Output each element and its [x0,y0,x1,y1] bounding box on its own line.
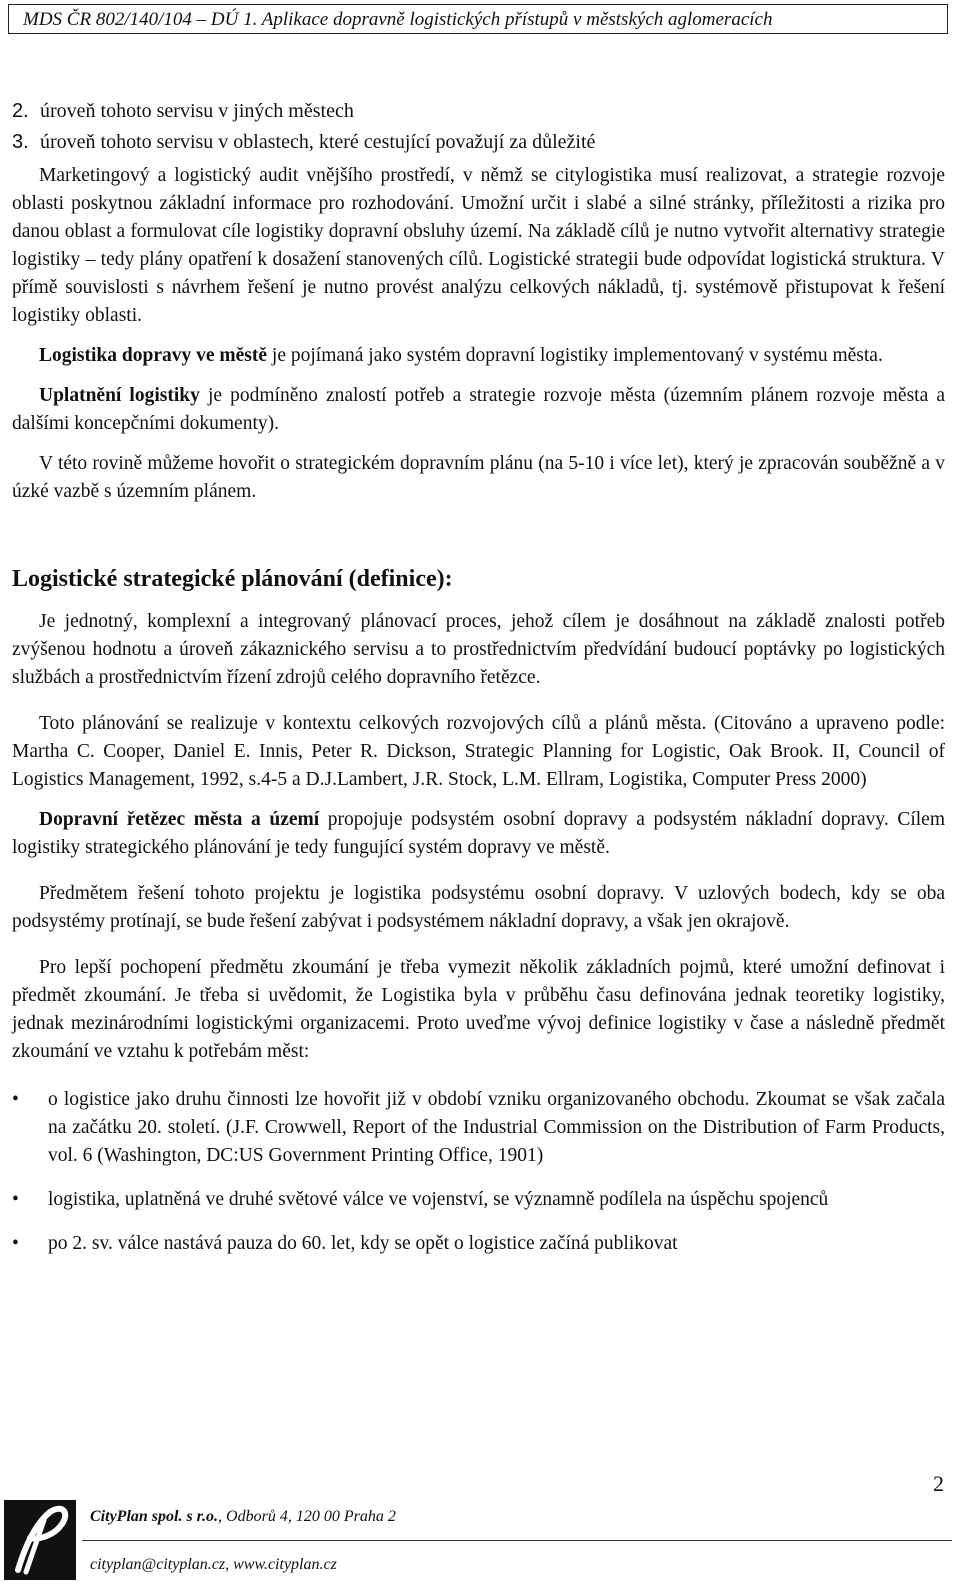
paragraph-citation: Toto plánování se realizuje v kontextu celkových rozvojových cílů a plánů města. (Citováno a upraveno podle: Martha C. Cooper, Daniel E. Innis, Peter R. Dickson, Strategic Planning for Logistic, Oak Brook. II, Council of Logistics Management, 1992, s.4-5 a D.J.Lambert, J.R. Stock, L.M. Ellram, Logistika, Computer Press 2000) [12,713,945,790]
list-item [12,127,945,158]
bullet-icon: • [12,1233,19,1254]
list-item [12,96,945,127]
paragraph-text: propojuje podsystém osobní dopravy a podsystém nákladní dopravy. Cílem logistiky strategického plánování je tedy fungující systém dopravy ve městě. [12,809,945,858]
bullet-list [12,1086,945,1258]
paragraph-project-subject: Předmětem řešení tohoto projektu je logistika podsystému osobní dopravy. V uzlových bodech, kdy se oba podsystémy protínají, se bude řešení zabývat i podsystémem nákladní dopravy, a však jen okrajově. [12,883,945,932]
page-footer [4,1500,954,1580]
bullet-item [12,1086,945,1170]
company-address: , Odborů 4, 120 00 Praha 2 [218,1508,396,1525]
bold-term: Dopravní řetězec města a území [39,809,320,830]
list-number: 3. [12,131,29,153]
list-text: úroveň tohoto servisu v jiných městech [40,100,354,122]
list-number: 2. [12,100,29,122]
bullet-text: o logistice jako druhu činnosti lze hovořit již v období vzniku organizovaného obchodu. Zkoumat se však začala na začátku 20. století. (J.F. Crowwell, Report of the Industrial Commission on the Distribution of Farm Products, vol. 6 (Washington, DC:US Government Printing Office, 1901) [48,1089,945,1166]
paragraph-audit: Marketingový a logistický audit vnějšího prostředí, v němž se citylogistika musí realizovat, a strategie rozvoje oblasti poskytnou základní informace pro rozhodování. Umožní určit i slabé a silné stránky, příležitosti a rizika pro danou oblast a formulovat cíle logistiky dopravní obsluhy území. Na základě cílů je nutno vytvořit alternativy strategie logistiky – tedy plány opatření k dosažení stanovených cílů. Logistické strategii bude odpovídat logistická struktura. V přímě souvislosti s návrhem řešení je nutno provést analýzu celkových nákladů, tj. systémově přistupovat k řešení logistiky oblasti. [12,165,945,326]
paragraph-transport-chain [12,806,945,862]
paragraph-definition: Je jednotný, komplexní a integrovaný plánovací proces, jehož cílem je dosáhnout na základě znalosti potřeb zvýšenou hodnotu a úroveň zákaznického servisu a to prostřednictvím předvídání budoucí poptávky po logistických službách a prostřednictvím řízení zdrojů celého dopravního řetězce. [12,611,945,688]
bold-term: Logistika dopravy ve městě [39,345,268,366]
section-heading: Logistické strategické plánování (definice): [12,566,453,592]
document-body [12,96,945,1274]
paragraph-strategic-plan: V této rovině můžeme hovořit o strategickém dopravním plánu (na 5-10 i více let), který je zpracován souběžně a v úzké vazbě s územním plánem. [12,453,945,502]
footer-divider [82,1540,952,1541]
company-name: CityPlan spol. s r.o. [90,1508,219,1525]
bullet-item [12,1186,945,1214]
paragraph-text: je pojímaná jako systém dopravní logistiky implementovaný v systému města. [267,345,883,366]
paragraph-city-logistics [12,342,945,370]
bullet-text: logistika, uplatněná ve druhé světové válce ve vojenství, se významně podílela na úspěchu spojenců [48,1189,829,1210]
footer-contact: cityplan@cityplan.cz, www.cityplan.cz [90,1556,337,1573]
footer-company [90,1508,396,1526]
cityplan-logo-icon [4,1500,76,1580]
bullet-icon: • [12,1189,19,1210]
page-header [8,4,948,34]
paragraph-application [12,382,945,438]
paragraph-text: je podmíněno znalostí potřeb a strategie rozvoje města (územním plánem rozvoje města a dalšími koncepčními dokumenty). [12,385,945,434]
list-text: úroveň tohoto servisu v oblastech, které cestující považují za důležité [40,131,596,153]
bullet-item [12,1230,945,1258]
paragraph-definitions: Pro lepší pochopení předmětu zkoumání je třeba vymezit několik základních pojmů, které umožní definovat i předmět zkoumání. Je třeba si uvědomit, že Logistika byla v průběhu času definována jednak teoretiky logistiky, jednak mezinárodními logistickými organizacemi. Proto uveďme vývoj definice logistiky v čase a následně předmět zkoumání ve vztahu k potřebám měst: [12,957,945,1062]
page-number: 2 [933,1471,944,1496]
bullet-text: po 2. sv. válce nastává pauza do 60. let, kdy se opět o logistice začíná publikovat [48,1233,678,1254]
bold-term: Uplatnění logistiky [39,385,200,406]
bullet-icon: • [12,1089,19,1110]
header-title: MDS ČR 802/140/104 – DÚ 1. Aplikace dopravně logistických přístupů v městských aglomeracích [23,9,773,30]
